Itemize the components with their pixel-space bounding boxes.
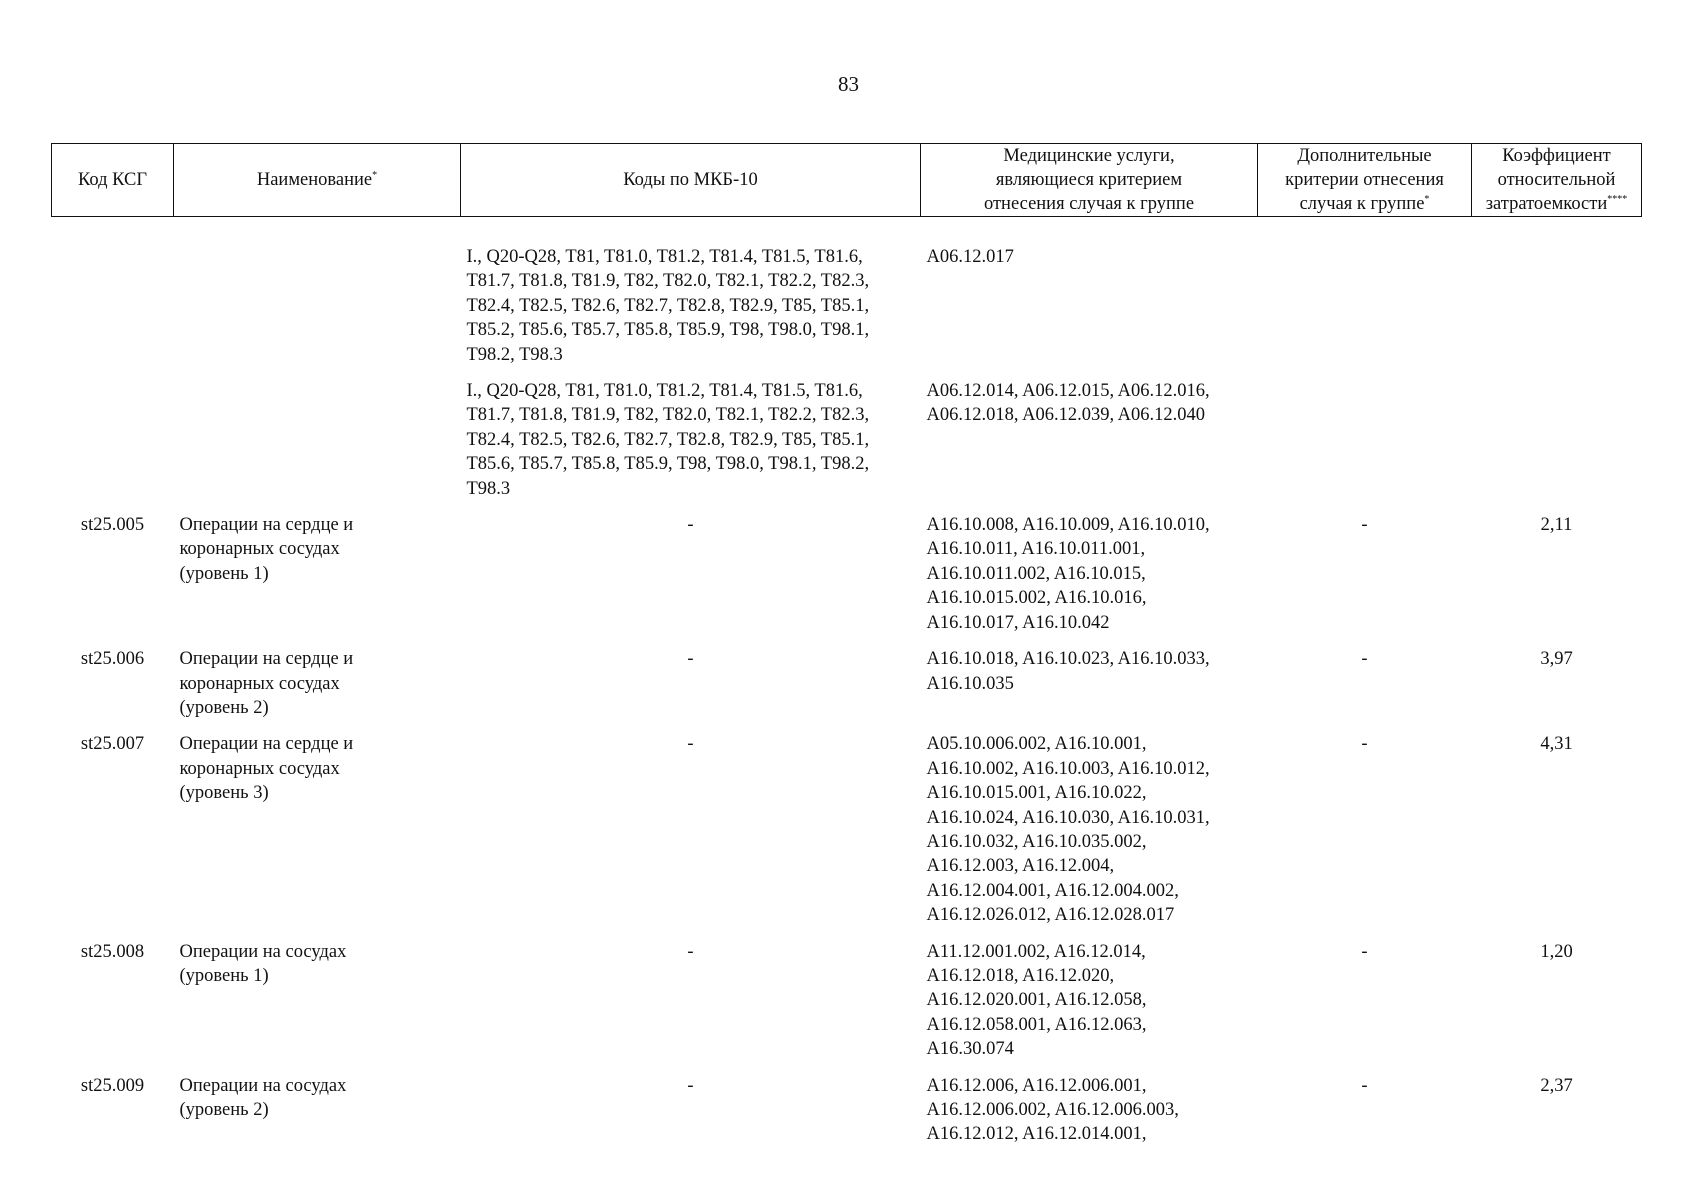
medical-services: A06.12.017 — [926, 247, 1014, 267]
ksg-name: Операции на сердце и коронарных сосудах (уровень 3) — [179, 734, 354, 804]
cost-coefficient: 1,20 — [1540, 941, 1573, 962]
table-row — [52, 379, 1642, 513]
cost-coefficient: 4,31 — [1540, 734, 1573, 755]
mkb-codes: - — [687, 515, 694, 536]
ksg-code: st25.009 — [80, 1075, 145, 1096]
cost-coefficient: 2,37 — [1540, 1075, 1573, 1096]
additional-criteria: - — [1361, 649, 1368, 670]
table-row — [52, 732, 1642, 939]
medical-services: A16.10.008, A16.10.009, A16.10.010, A16.10.011, A16.10.011.001, A16.10.011.002, A16.10.015, A16.10.015.002, A16.10.016, A16.10.017, A16.10.042 — [926, 515, 1210, 633]
ksg-name: Операции на сердце и коронарных сосудах (уровень 1) — [179, 515, 354, 584]
ksg-code — [52, 217, 174, 380]
cost-coefficient — [1472, 217, 1642, 380]
ksg-code: st25.006 — [80, 649, 145, 670]
mkb-codes: I., Q20-Q28, T81, T81.0, T81.2, T81.4, T81.5, T81.6, T81.7, T81.8, T81.9, T82, T82.0, T82.1, T82.2, T82.3, T82.4, T82.5, T82.6, T82.7, T82.8, T82.9, T85, T85.1, T85.2, T85.6, T85.7, T85.8, T85.9, T98, T98.0, T98.1, T98.2, T98.3 — [466, 247, 870, 365]
header-services: Медицинские услуги, являющиеся критерием отнесения случая к группе — [921, 144, 1258, 217]
medical-services: A06.12.014, A06.12.015, A06.12.016, A06.12.018, A06.12.039, A06.12.040 — [926, 381, 1210, 426]
additional-criteria: - — [1361, 1075, 1368, 1096]
mkb-codes: I., Q20-Q28, T81, T81.0, T81.2, T81.4, T81.5, T81.6, T81.7, T81.8, T81.9, T82, T82.0, T82.1, T82.2, T82.3, T82.4, T82.5, T82.6, T82.7, T82.8, T82.9, T85, T85.1, T85.6, T85.7, T85.8, T85.9, T98, T98.0, T98.1, T98.2, T98.3 — [466, 381, 870, 499]
ksg-code: st25.005 — [80, 515, 145, 536]
ksg-name — [174, 379, 461, 513]
header-code: Код КСГ — [52, 144, 174, 217]
cost-coefficient: 2,11 — [1540, 515, 1573, 536]
ksg-name: Операции на сосудах (уровень 1) — [179, 941, 347, 986]
ksg-table — [51, 143, 1642, 1159]
additional-criteria — [1258, 379, 1472, 513]
additional-criteria: - — [1361, 941, 1368, 962]
medical-services: A11.12.001.002, A16.12.014, A16.12.018, A16.12.020, A16.12.020.001, A16.12.058, A16.12.058.001, A16.12.063, A16.30.074 — [926, 941, 1147, 1060]
additional-criteria: - — [1361, 734, 1368, 755]
medical-services: A16.12.006, A16.12.006.001, A16.12.006.002, A16.12.006.003, A16.12.012, A16.12.014.001, — [926, 1075, 1179, 1145]
medical-services: A05.10.006.002, A16.10.001, A16.10.002, A16.10.003, A16.10.012, A16.10.015.001, A16.10.022, A16.10.024, A16.10.030, A16.10.031, A16.10.032, A16.10.035.002, A16.12.003, A16.12.004, A16.12.004.001, A16.12.004.002, A16.12.026.012, A16.12.028.017 — [926, 734, 1210, 926]
mkb-codes: - — [687, 1075, 694, 1096]
table-row — [52, 217, 1642, 380]
header-name: Наименование* — [174, 144, 461, 217]
medical-services: A16.10.018, A16.10.023, A16.10.033, A16.10.035 — [926, 649, 1210, 694]
ksg-name: Операции на сосудах (уровень 2) — [179, 1075, 347, 1120]
table-row — [52, 940, 1642, 1074]
ksg-name: Операции на сердце и коронарных сосудах (уровень 2) — [179, 649, 354, 718]
cost-coefficient: 3,97 — [1540, 649, 1573, 670]
header-coef: Коэффициент относительной затратоемкости**** — [1472, 144, 1642, 217]
additional-criteria — [1258, 217, 1472, 380]
header-mkb: Коды по МКБ-10 — [461, 144, 921, 217]
table-row — [52, 647, 1642, 732]
header-additional-footnote-mark: * — [1424, 194, 1430, 205]
mkb-codes: - — [687, 649, 694, 670]
mkb-codes: - — [687, 941, 694, 962]
header-additional: Дополнительные критерии отнесения случая к группе* — [1258, 144, 1472, 217]
ksg-code: st25.008 — [80, 941, 145, 962]
table-row — [52, 513, 1642, 647]
header-name-footnote-mark: * — [372, 170, 378, 181]
ksg-code — [52, 379, 174, 513]
cost-coefficient — [1472, 379, 1642, 513]
ksg-code: st25.007 — [80, 734, 145, 755]
page-number: 83 — [838, 72, 859, 96]
ksg-name — [174, 217, 461, 380]
additional-criteria: - — [1361, 515, 1368, 536]
table-header-row — [52, 144, 1642, 217]
table-row — [52, 1074, 1642, 1159]
header-coef-footnote-mark: **** — [1607, 194, 1628, 205]
mkb-codes: - — [687, 734, 694, 755]
